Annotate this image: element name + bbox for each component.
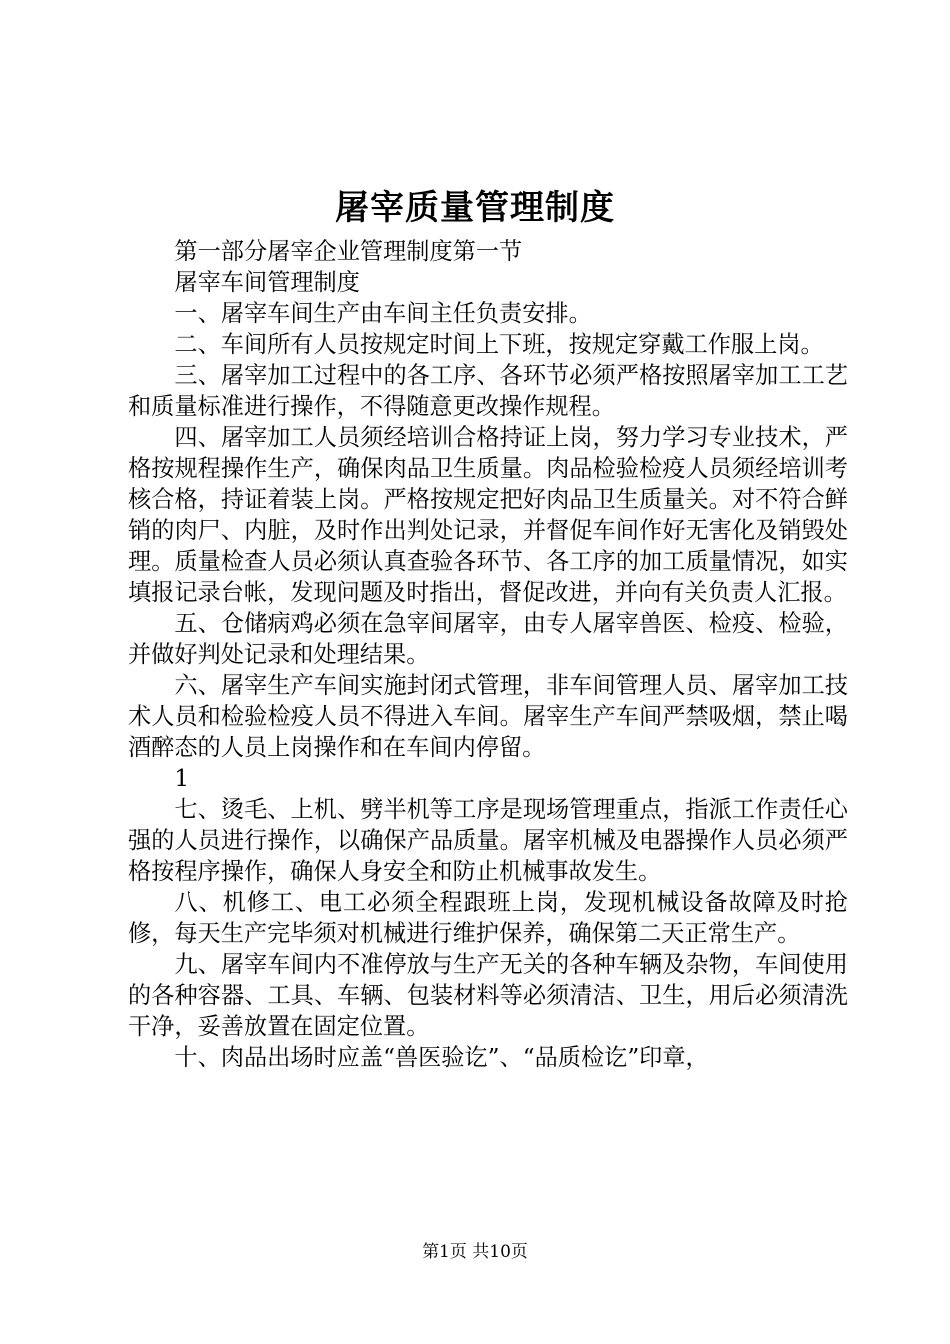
inline-page-marker: 1	[174, 765, 190, 792]
paragraph-item-3: 三、屠宰加工过程中的各工序、各环节必须严格按照屠宰加工工艺和质量标准进行操作，不得随意更改操作规程。	[128, 362, 848, 420]
paragraph-item-7: 七、烫毛、上机、劈半机等工序是现场管理重点，指派工作责任心强的人员进行操作，以确保产品质量。屠宰机械及电器操作人员必须严格按程序操作，确保人身安全和防止机械事故发生。	[128, 796, 848, 885]
paragraph-item-10: 十、肉品出场时应盖“兽医验讫”、“品质检讫”印章，	[174, 1044, 709, 1071]
paragraph-item-9: 九、屠宰车间内不准停放与生产无关的各种车辆及杂物，车间使用的各种容器、工具、车辆、包装材料等必须清洁、卫生，用后必须清洗干净，妥善放置在固定位置。	[128, 951, 848, 1040]
document-title: 屠宰质量管理制度	[335, 188, 615, 228]
paragraph-subheading: 屠宰车间管理制度	[174, 269, 360, 296]
paragraph-section-heading: 第一部分屠宰企业管理制度第一节	[174, 238, 523, 265]
paragraph-item-6: 六、屠宰生产车间实施封闭式管理，非车间管理人员、屠宰加工技术人员和检验检疫人员不得进入车间。屠宰生产车间严禁吸烟，禁止喝酒醉态的人员上岗操作和在车间内停留。	[128, 672, 848, 761]
paragraph-item-1: 一、屠宰车间生产由车间主任负责安排。	[174, 300, 592, 327]
document-body	[128, 236, 848, 1073]
paragraph-item-8: 八、机修工、电工必须全程跟班上岗，发现机械设备故障及时抢修，每天生产完毕须对机械进行维护保养，确保第二天正常生产。	[128, 889, 848, 947]
paragraph-item-5: 五、仓储病鸡必须在急宰间屠宰，由专人屠宰兽医、检疫、检验，并做好判处记录和处理结果。	[128, 610, 848, 668]
paragraph-item-2: 二、车间所有人员按规定时间上下班，按规定穿戴工作服上岗。	[174, 331, 824, 358]
paragraph-item-4: 四、屠宰加工人员须经培训合格持证上岗，努力学习专业技术，严格按规程操作生产，确保肉品卫生质量。肉品检验检疫人员须经培训考核合格，持证着装上岗。严格按规定把好肉品卫生质量关。对不符合鲜销的肉尸、内脏，及时作出判处记录，并督促车间作好无害化及销毁处理。质量检查人员必须认真查验各环节、各工序的加工质量情况，如实填报记录台帐，发现问题及时指出，督促改进，并向有关负责人汇报。	[128, 424, 848, 606]
page-footer: 第1页 共10页	[422, 1242, 528, 1262]
